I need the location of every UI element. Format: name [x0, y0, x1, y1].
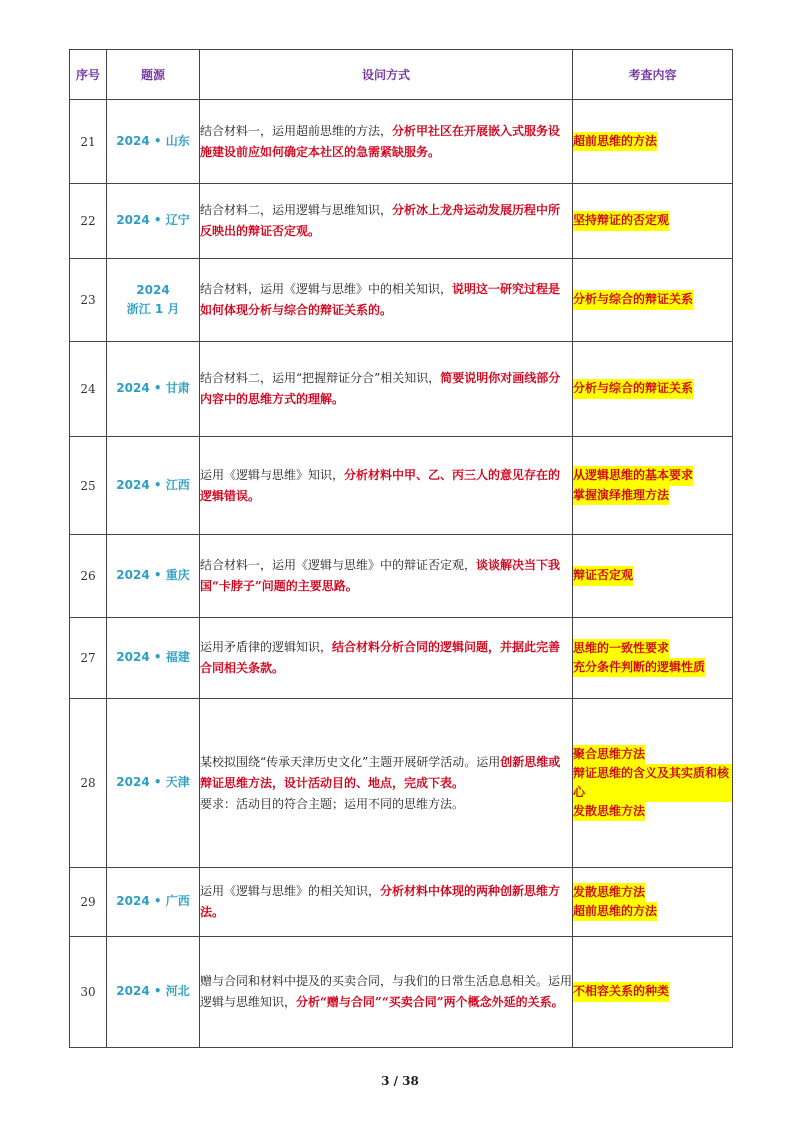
- question-text: 运用《逻辑与思维》的相关知识，: [200, 884, 381, 898]
- row-number: 27: [70, 618, 107, 699]
- source-line: 2024 • 河北: [116, 984, 190, 999]
- row-number: 26: [70, 535, 107, 618]
- question-emphasis: 创新思维或辩证思维方法，设计活动目的、地点，完成下表。: [200, 754, 561, 790]
- row-number: 22: [70, 184, 107, 259]
- source-line: 2024: [136, 282, 170, 297]
- content-highlight: 分析与综合的辩证关系: [573, 379, 693, 398]
- row-question: [200, 699, 573, 868]
- row-number: 30: [70, 937, 107, 1048]
- source-line: 2024 • 甘肃: [116, 381, 190, 396]
- row-source: [107, 100, 200, 184]
- source-line: 2024 • 福建: [116, 650, 190, 665]
- row-source: [107, 618, 200, 699]
- question-emphasis: 简要说明你对画线部分内容中的思维方式的理解。: [200, 371, 561, 406]
- row-content: [573, 100, 733, 184]
- row-number: 28: [70, 699, 107, 868]
- table-row: [70, 259, 733, 342]
- row-content: [573, 535, 733, 618]
- table-row: [70, 535, 733, 618]
- question-text: 结合材料一，运用超前思维的方法，: [200, 123, 393, 138]
- question-text: 结合材料一，运用《逻辑与思维》中的辩证否定观，: [200, 558, 477, 572]
- row-question: [200, 437, 573, 535]
- table-row: [70, 437, 733, 535]
- row-source: [107, 937, 200, 1048]
- question-emphasis: 谈谈解决当下我国“卡脖子”问题的主要思路。: [200, 558, 561, 593]
- table-row: [70, 100, 733, 184]
- row-question: [200, 535, 573, 618]
- question-emphasis: 分析“赠与合同”“买卖合同”两个概念外延的关系。: [296, 995, 564, 1009]
- row-source: [107, 342, 200, 437]
- question-emphasis: 结合材料分析合同的逻辑问题，并据此完善合同相关条款。: [200, 640, 561, 675]
- content-highlight: 坚持辩证的否定观: [573, 211, 669, 230]
- row-number: 29: [70, 868, 107, 937]
- source-line: 2024 • 辽宁: [116, 213, 190, 228]
- content-highlight: 发散思维方法: [573, 802, 645, 821]
- question-emphasis: 分析冰上龙舟运动发展历程中所反映出的辩证否定观。: [200, 203, 561, 238]
- source-line: 2024 • 重庆: [116, 568, 190, 583]
- question-text: 运用矛盾律的逻辑知识，: [200, 640, 333, 654]
- question-text: 结合材料二，运用逻辑与思维知识，: [200, 203, 393, 217]
- row-number: 24: [70, 342, 107, 437]
- question-emphasis: 分析材料中体现的两种创新思维方法。: [200, 884, 561, 919]
- table-header-row: [70, 50, 733, 100]
- row-question: [200, 937, 573, 1048]
- row-content: [573, 437, 733, 535]
- row-question: [200, 259, 573, 342]
- source-line: 2024 • 山东: [116, 133, 190, 148]
- question-emphasis: 说明这一研究过程是如何体现分析与综合的辩证关系的。: [200, 282, 561, 317]
- row-content: [573, 699, 733, 868]
- row-content: [573, 937, 733, 1048]
- content-highlight: 发散思维方法: [573, 883, 645, 902]
- content-highlight: 思维的一致性要求: [573, 639, 669, 658]
- row-source: [107, 535, 200, 618]
- table-row: [70, 618, 733, 699]
- row-number: 23: [70, 259, 107, 342]
- source-line: 2024 • 江西: [116, 477, 190, 492]
- row-content: [573, 342, 733, 437]
- question-text: 运用《逻辑与思维》知识，: [200, 467, 345, 482]
- header-content: 考查内容: [573, 50, 733, 100]
- content-highlight: 从逻辑思维的基本要求: [573, 466, 693, 485]
- row-source: [107, 868, 200, 937]
- question-requirement: 要求：活动目的符合主题；运用不同的思维方法。: [200, 796, 465, 811]
- content-highlight: 分析与综合的辩证关系: [573, 290, 693, 309]
- row-number: 25: [70, 437, 107, 535]
- source-line: 2024 • 天津: [116, 775, 190, 790]
- question-text: 结合材料，运用《逻辑与思维》中的相关知识，: [200, 282, 453, 296]
- page-number: 3 / 38: [381, 1074, 419, 1088]
- content-highlight: 辩证否定观: [573, 566, 633, 585]
- table-row: [70, 342, 733, 437]
- header-num: 序号: [70, 50, 107, 100]
- content-highlight: 超前思维的方法: [573, 902, 657, 921]
- row-source: [107, 184, 200, 259]
- question-emphasis: 分析甲社区在开展嵌入式服务设施建设前应如何确定本社区的急需紧缺服务。: [200, 123, 561, 159]
- source-line: 浙江 1 月: [126, 302, 180, 316]
- question-text: 结合材料二，运用“把握辩证分合”相关知识，: [200, 371, 441, 385]
- content-highlight: 充分条件判断的逻辑性质: [573, 658, 705, 677]
- row-content: [573, 259, 733, 342]
- table-row: [70, 868, 733, 937]
- row-content: [573, 868, 733, 937]
- question-text: 赠与合同和材料中提及的买卖合同，与我们的日常生活息息相关。运用逻辑与思维知识，: [200, 974, 573, 1009]
- row-question: [200, 618, 573, 699]
- row-number: 21: [70, 100, 107, 184]
- content-highlight: 掌握演绎推理方法: [573, 486, 669, 505]
- row-content: [573, 184, 733, 259]
- question-emphasis: 分析材料中甲、乙、丙三人的意见存在的逻辑错误。: [200, 467, 561, 503]
- content-highlight: 辩证思维的含义及其实质和核心: [573, 764, 732, 802]
- content-highlight: 不相容关系的种类: [573, 982, 669, 1001]
- row-source: [107, 259, 200, 342]
- row-source: [107, 699, 200, 868]
- content-highlight: 超前思维的方法: [573, 132, 657, 151]
- header-source: 题源: [107, 50, 200, 100]
- table-row: [70, 184, 733, 259]
- row-source: [107, 437, 200, 535]
- source-line: 2024 • 广西: [116, 894, 190, 909]
- row-question: [200, 868, 573, 937]
- row-question: [200, 342, 573, 437]
- question-table: [69, 49, 733, 1048]
- row-question: [200, 184, 573, 259]
- header-question: 设问方式: [200, 50, 573, 100]
- row-content: [573, 618, 733, 699]
- row-question: [200, 100, 573, 184]
- content-highlight: 聚合思维方法: [573, 745, 645, 764]
- table-row: [70, 937, 733, 1048]
- table-row: [70, 699, 733, 868]
- question-text: 某校拟围绕“传承天津历史文化”主题开展研学活动。运用: [200, 754, 501, 769]
